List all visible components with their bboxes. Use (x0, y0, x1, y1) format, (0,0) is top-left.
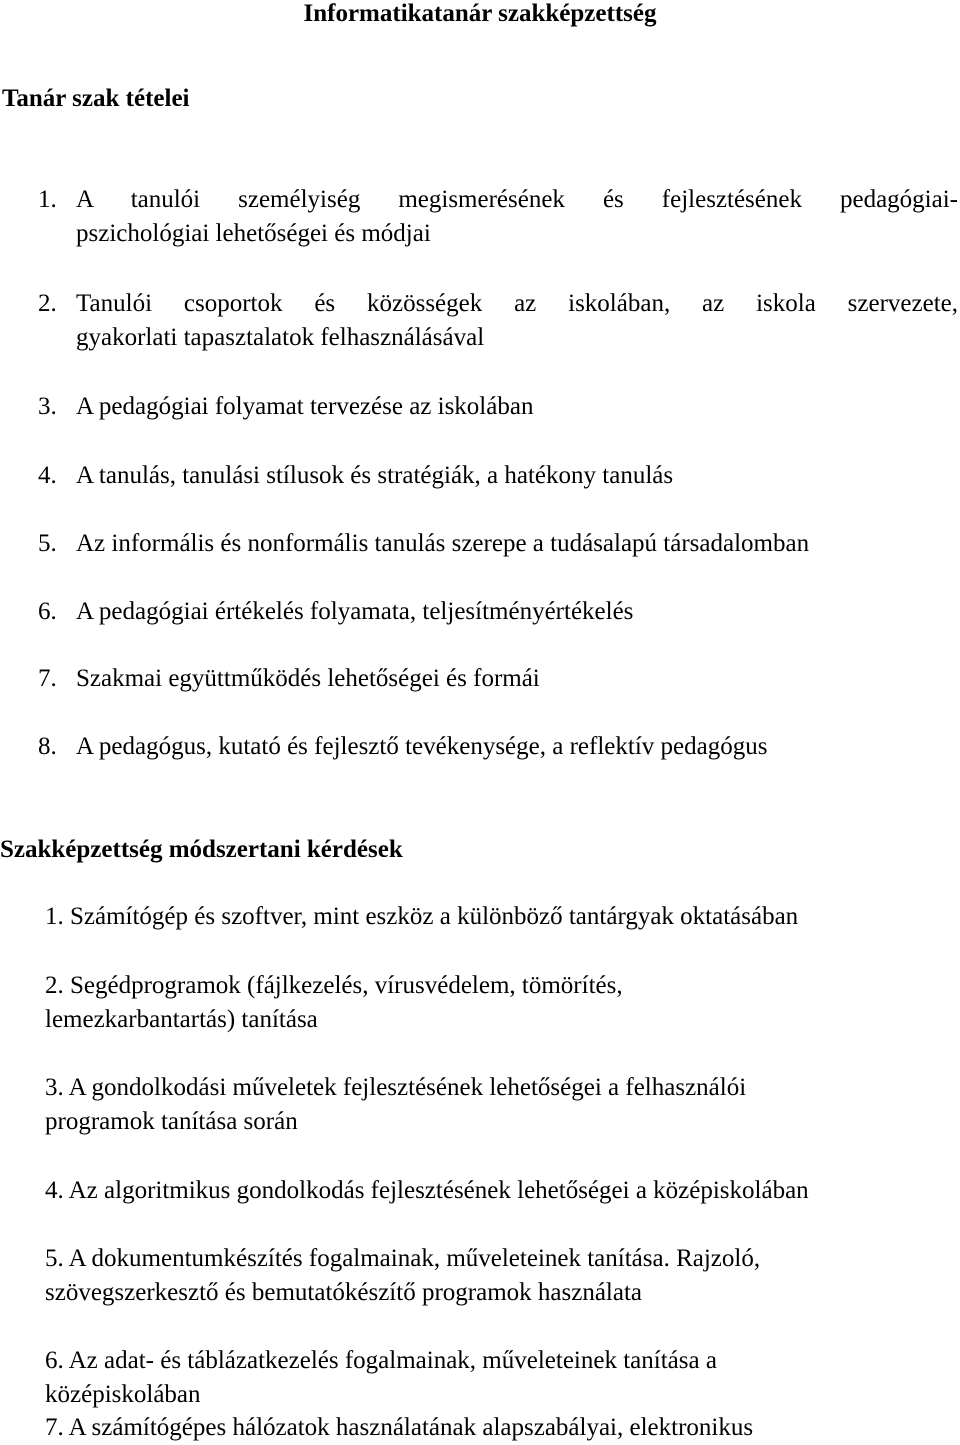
list-item-text: A pedagógus, kutató és fejlesztő tevékenysége, a reflektív pedagógus (76, 733, 768, 760)
list-item-text: A tanulás, tanulási stílusok és stratégiák, a hatékony tanulás (76, 462, 674, 489)
list-item-number: 4. (38, 462, 57, 489)
list-item-number: 1. (38, 186, 57, 213)
list-item-text: szövegszerkesztő és bemutatókészítő programok használata (45, 1279, 642, 1306)
list-item-text: programok tanítása során (45, 1108, 298, 1135)
list-item-text: középiskolában (45, 1381, 201, 1408)
section-heading-teacher-topics: Tanár szak tételei (2, 85, 190, 112)
list-item-text: A pedagógiai folyamat tervezése az iskolában (76, 393, 534, 420)
list-item-text: Tanulói csoportok és közösségek az iskolában, az iskola szervezete, (76, 290, 958, 317)
list-item (0, 183, 960, 253)
list-item-text: Szakmai együttműködés lehetőségei és formái (76, 665, 540, 692)
list-item-number: 5. (38, 530, 57, 557)
list-item-text: Az informális és nonformális tanulás szerepe a tudásalapú társadalomban (76, 530, 810, 557)
list-item-number: 8. (38, 733, 57, 760)
list-item-text: A tanulói személyiség megismerésének és fejlesztésének pedagógiai- (76, 186, 958, 213)
section-heading-methodology: Szakképzettség módszertani kérdések (0, 836, 403, 863)
list-item-text: lemezkarbantartás) tanítása (45, 1006, 318, 1033)
list-item-text: A pedagógiai értékelés folyamata, teljesítményértékelés (76, 598, 634, 625)
list-item-text: 4. Az algoritmikus gondolkodás fejlesztésének lehetőségei a középiskolában (45, 1177, 809, 1204)
list-item (0, 527, 960, 561)
list-item-text: 6. Az adat- és táblázatkezelés fogalmainak, műveleteinek tanítása a (45, 1347, 717, 1374)
list-item-text: 2. Segédprogramok (fájlkezelés, vírusvédelem, tömörítés, (45, 972, 623, 999)
list-item-text: 3. A gondolkodási műveletek fejlesztésének lehetőségei a felhasználói (45, 1074, 747, 1101)
list-item (0, 390, 960, 424)
list-item-text: 1. Számítógép és szoftver, mint eszköz a különböző tantárgyak oktatásában (45, 903, 799, 930)
list-item (0, 662, 960, 696)
list-item-number: 6. (38, 598, 57, 625)
list-item (0, 730, 960, 764)
list-item-text: gyakorlati tapasztalatok felhasználásával (76, 324, 485, 351)
list-item-number: 3. (38, 393, 57, 420)
list-item-text: 7. A számítógépes hálózatok használatának alapszabályai, elektronikus (45, 1414, 754, 1441)
list-item-text: pszichológiai lehetőségei és módjai (76, 220, 431, 247)
list-item-number: 2. (38, 290, 57, 317)
list-item-number: 7. (38, 665, 57, 692)
document-title: Informatikatanár szakképzettség (303, 0, 657, 27)
list-item (0, 459, 960, 493)
list-item (0, 287, 960, 357)
list-item-text: 5. A dokumentumkészítés fogalmainak, műveleteinek tanítása. Rajzoló, (45, 1245, 761, 1272)
list-item (0, 595, 960, 629)
